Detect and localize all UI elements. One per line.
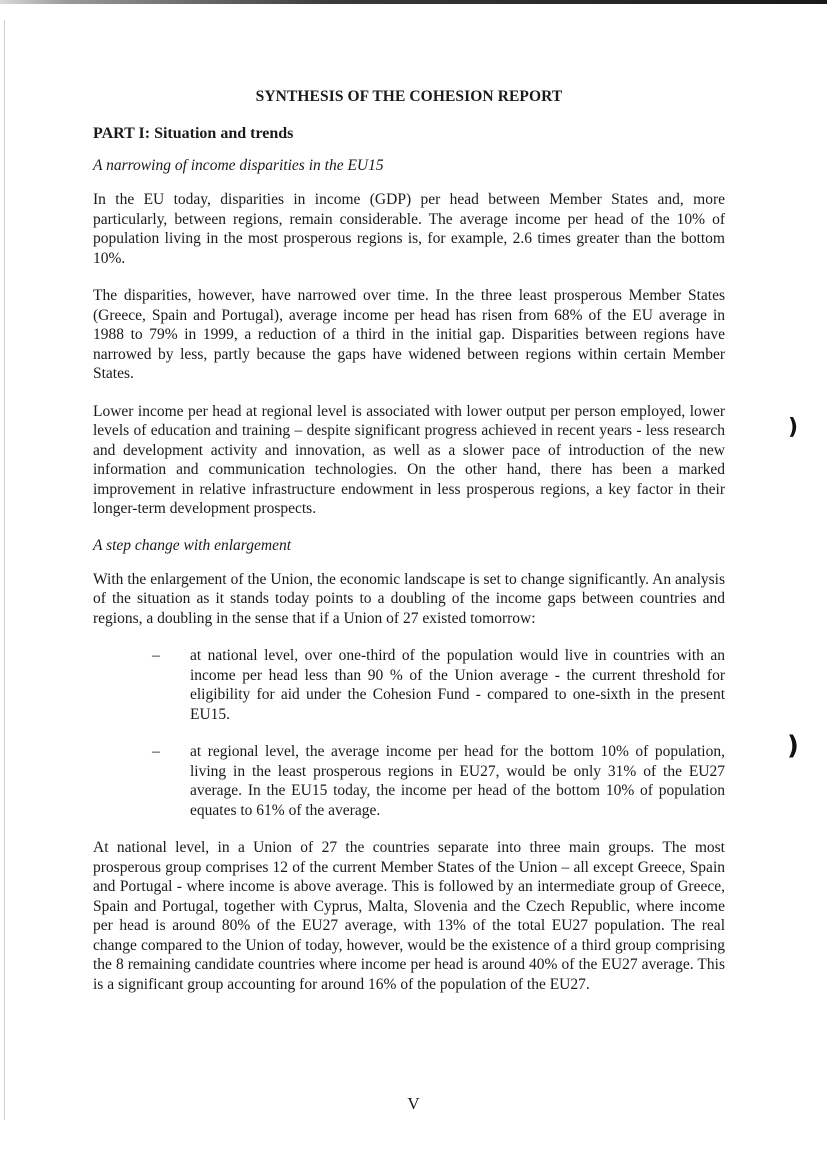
punch-hole-mark-icon: ) <box>787 731 799 761</box>
bullet-dash: – <box>152 647 160 664</box>
list-item <box>93 646 725 724</box>
body-paragraph: Lower income per head at regional level is associated with lower output per person employed, lower levels of education and training – despite significant progress achieved in recent years - less research and development activity and innovation, as well as a slower pace of introduction of the new information and communication technologies. On the other hand, there has been a marked improvement in relative infrastructure endowment in less prosperous regions, a key factor in their longer-term development prospects. <box>93 402 725 517</box>
list-item-text: at regional level, the average income per head for the bottom 10% of population, living in the least prosperous regions in EU27, would be only 31% of the EU27 average. In the EU15 today, the income per head of the bottom 10% of population equates to 61% of the average. <box>190 743 725 819</box>
document-title: SYNTHESIS OF THE COHESION REPORT <box>255 88 563 105</box>
list-item-text: at national level, over one-third of the population would live in countries with an income per head less than 90 % of the Union average - the current threshold for eligibility for aid under the Cohesion Fund - compared to one-sixth in the present EU15. <box>190 647 725 723</box>
body-paragraph: At national level, in a Union of 27 the countries separate into three main groups. The most prosperous group comprises 12 of the current Member States of the Union – all except Greece, Spain and Portugal - where income is above average. This is followed by an intermediate group of Greece, Spain and Portugal, together with Cyprus, Malta, Slovenia and the Czech Republic, where income per head is around 80% of the EU27 average, with 13% of the total EU27 population. The real change compared to the Union of today, however, would be the existence of a third group comprising the 8 remaining candidate countries where income per head is around 40% of the EU27 average. This is a significant group accounting for around 16% of the population of the EU27. <box>93 839 725 993</box>
page-number: V <box>407 1094 420 1113</box>
page-top-rule <box>0 0 827 4</box>
body-paragraph: The disparities, however, have narrowed over time. In the three least prosperous Member States (Greece, Spain and Portugal), average income per head has risen from 68% of the EU average in 1988 to 79% in 1999, a reduction of a third in the initial gap. Disparities between regions have narrowed by less, partly because the gaps have widened between regions within certain Member States. <box>93 287 725 382</box>
section-subheading: A step change with enlargement <box>93 536 292 554</box>
list-item <box>93 742 725 820</box>
document-page <box>93 88 725 1012</box>
body-paragraph: With the enlargement of the Union, the economic landscape is set to change significantly. An analysis of the situation as it stands today points to a doubling of the income gaps between countries and regions, a doubling in the sense that if a Union of 27 existed tomorrow: <box>93 570 725 627</box>
part-heading: PART I: Situation and trends <box>93 125 294 142</box>
body-paragraph: In the EU today, disparities in income (GDP) per head between Member States and, more particularly, between regions, remain considerable. The average income per head of the 10% of population living in the most prosperous regions is, for example, 2.6 times greater than the bottom 10%. <box>93 191 725 267</box>
punch-hole-mark-icon: ) <box>788 415 799 440</box>
bullet-dash: – <box>152 743 160 760</box>
section-subheading: A narrowing of income disparities in the EU15 <box>93 157 384 174</box>
bullet-list <box>93 646 725 820</box>
scan-margin-line <box>4 20 5 1120</box>
